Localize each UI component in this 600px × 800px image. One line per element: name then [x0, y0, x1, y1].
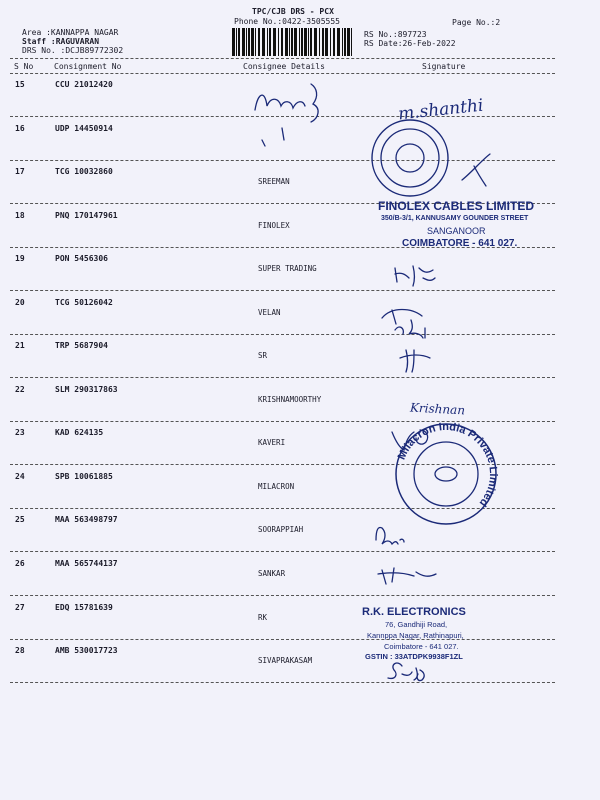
row-consignment: KAD 624135	[55, 428, 104, 437]
row-sno: 28	[15, 646, 25, 655]
row-consignment: MAA 563498797	[55, 515, 118, 524]
signature-row21-icon	[395, 320, 425, 338]
rk-stamp-name: R.K. ELECTRONICS	[362, 606, 466, 618]
row-separator	[10, 290, 555, 291]
rk-stamp-address1: 76, Gandhiji Road,	[385, 620, 448, 629]
row-sno: 25	[15, 515, 25, 524]
row-separator	[10, 682, 555, 683]
milacron-seal-icon	[396, 424, 496, 524]
row-consignment: EDQ 15781639	[55, 603, 113, 612]
phone-number: Phone No.:0422-3505555	[234, 17, 340, 26]
row-sno: 27	[15, 603, 25, 612]
row-sno: 19	[15, 254, 25, 263]
col-signature: Signature	[422, 62, 466, 71]
row-consignment: MAA 565744137	[55, 559, 118, 568]
signature-row28-icon	[388, 663, 424, 681]
row-consignment: TCG 50126042	[55, 298, 113, 307]
signature-row19-icon	[395, 266, 435, 286]
row-consignment: UDP 14450914	[55, 124, 113, 133]
row-consignee: SR	[258, 351, 268, 360]
row-sno: 23	[15, 428, 25, 437]
finolex-stamp-locality: SANGANOOR	[427, 226, 486, 236]
row-consignee: VELAN	[258, 308, 281, 317]
row-consignee: FINOLEX	[258, 221, 290, 230]
row-consignment: CCU 21012420	[55, 80, 113, 89]
col-consignee: Consignee Details	[243, 62, 325, 71]
row-sno: 26	[15, 559, 25, 568]
row-consignment: AMB 530017723	[55, 646, 118, 655]
row-consignee: MILACRON	[258, 482, 295, 491]
signature-row21b-icon	[400, 350, 430, 372]
milacron-ring-text: Milacron India Private Limited	[395, 420, 500, 509]
row-separator	[10, 334, 555, 335]
row-separator	[10, 377, 555, 378]
row-consignee: SUPER TRADING	[258, 264, 317, 273]
row-consignment: SLM 290317863	[55, 385, 118, 394]
page-number: Page No.:2	[452, 18, 501, 27]
staff-label: Staff :RAGUVARAN	[22, 37, 100, 46]
area-label: Area :KANNAPPA NAGAR	[22, 28, 119, 37]
row-sno: 17	[15, 167, 25, 176]
row-sno: 15	[15, 80, 25, 89]
signature-text-row22: Krishnan	[409, 400, 466, 418]
row-consignee: SANKAR	[258, 569, 286, 578]
row-consignment: SPB 10061885	[55, 472, 113, 481]
signature-row17-icon	[462, 154, 490, 186]
row-sno: 20	[15, 298, 25, 307]
row-sno: 18	[15, 211, 25, 220]
signature-row25-icon	[376, 528, 404, 545]
row-consignee: SREEMAN	[258, 177, 290, 186]
rk-stamp-address2: Kannppa Nagar, Rathinapuri,	[367, 631, 464, 640]
barcode	[232, 28, 354, 56]
row-separator	[10, 639, 555, 640]
rs-number: RS No.:897723	[364, 30, 427, 39]
rk-stamp-city: Coimbatore - 641 027.	[384, 642, 459, 651]
row-consignee: KRISHNAMOORTHY	[258, 395, 322, 404]
row-sno: 16	[15, 124, 25, 133]
row-separator	[10, 508, 555, 509]
sheet-title: TPC/CJB DRS - PCX	[252, 7, 334, 16]
row-consignment: TCG 10032860	[55, 167, 113, 176]
row-consignee: SIVAPRAKASAM	[258, 656, 313, 665]
finolex-stamp-name: FINOLEX CABLES LIMITED	[378, 199, 534, 213]
signature-row26-icon	[378, 568, 436, 584]
row-sno: 21	[15, 341, 25, 350]
row-consignment: PNQ 170147961	[55, 211, 118, 220]
row-consignee: KAVERI	[258, 438, 286, 447]
row-sno: 24	[15, 472, 25, 481]
finolex-stamp-city: COIMBATORE - 641 027.	[402, 238, 518, 249]
row-sno: 22	[15, 385, 25, 394]
row-separator	[10, 160, 555, 161]
row-consignee: SOORAPPIAH	[258, 525, 304, 534]
signature-row16-icon	[262, 128, 284, 146]
col-consignment: Consignment No	[54, 62, 122, 71]
signature-text-row15: m.shanthi	[397, 95, 485, 125]
drs-number: DRS No. :DCJB89772302	[22, 46, 124, 55]
signature-row20-icon	[382, 310, 422, 325]
row-separator	[10, 551, 555, 552]
signature-row23-icon	[392, 430, 428, 450]
row-separator	[10, 464, 555, 465]
header-rule-top	[10, 58, 555, 59]
row-consignee: RK	[258, 613, 268, 622]
col-sno: S No	[14, 62, 34, 71]
finolex-seal-icon	[372, 120, 448, 196]
header-rule-bottom	[10, 73, 555, 74]
row-separator	[10, 421, 555, 422]
rk-stamp-gstin: GSTIN : 33ATDPK9938F1ZL	[365, 652, 463, 661]
row-consignment: PON 5456306	[55, 254, 108, 263]
rs-date: RS Date:26-Feb-2022	[364, 39, 456, 48]
finolex-stamp-address: 350/B-3/1, KANNUSAMY GOUNDER STREET	[381, 215, 529, 222]
row-consignment: TRP 5687904	[55, 341, 108, 350]
row-separator	[10, 595, 555, 596]
